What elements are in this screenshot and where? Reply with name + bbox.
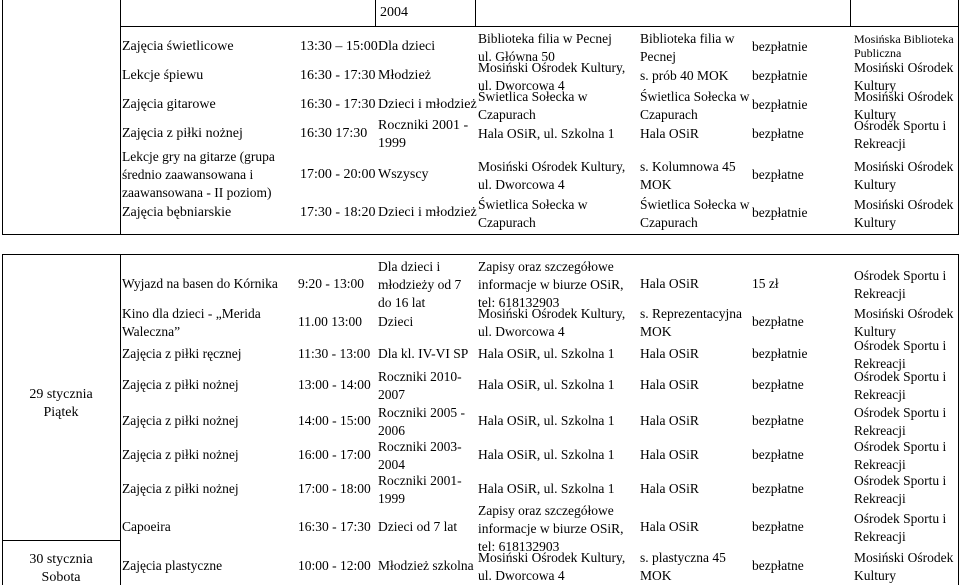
activity-organizer: Ośrodek Sportu i Rekreacji bbox=[854, 511, 947, 544]
activity-name: Zajęcia z piłki nożnej bbox=[122, 413, 239, 428]
activity-room: s. prób 40 MOK bbox=[640, 68, 729, 83]
activity-group: Roczniki 2001- 1999 bbox=[378, 473, 462, 506]
activity-time: 13:30 – 15:00 bbox=[300, 39, 378, 54]
activity-price: bezpłatnie bbox=[752, 68, 808, 83]
activity-group: Dla dzieci bbox=[378, 39, 436, 54]
activity-group: Dzieci i młodzież bbox=[378, 205, 477, 220]
activity-room: Hala OSiR bbox=[640, 377, 699, 392]
day-weekday: Piątek bbox=[43, 405, 79, 420]
activity-price: bezpłatne bbox=[752, 558, 804, 573]
activity-name: Zajęcia z piłki nożnej bbox=[122, 377, 239, 392]
activity-time: 16:30 17:30 bbox=[300, 126, 368, 141]
activity-place: Mosiński Ośrodek Kultury, ul. Dworcowa 4 bbox=[478, 550, 626, 583]
table-border bbox=[2, 234, 958, 235]
activity-name: Zajęcia z piłki nożnej bbox=[122, 447, 239, 462]
activity-organizer: Mosiński Ośrodek Kultury bbox=[854, 197, 954, 230]
activity-place: Mosiński Ośrodek Kultury, ul. Dworcowa 4 bbox=[478, 60, 626, 93]
table-border bbox=[120, 0, 121, 235]
activity-price: bezpłatne bbox=[752, 167, 804, 182]
activity-place: Hala OSiR, ul. Szkolna 1 bbox=[478, 126, 615, 141]
activity-name: Zajęcia z piłki nożnej bbox=[122, 126, 243, 141]
activity-room: Hala OSiR bbox=[640, 481, 699, 496]
day-label bbox=[2, 386, 120, 422]
activity-price: bezpłatne bbox=[752, 413, 804, 428]
activity-organizer: Mosiński Ośrodek Kultury bbox=[854, 159, 954, 192]
activity-room: s. plastyczna 45 MOK bbox=[640, 550, 726, 583]
activity-time: 11:30 - 13:00 bbox=[298, 346, 371, 361]
day-date: 29 stycznia bbox=[29, 387, 93, 402]
activity-room: Hala OSiR bbox=[640, 447, 699, 462]
activity-group: Roczniki 2001 - 1999 bbox=[378, 118, 469, 151]
activity-room: Biblioteka filia w Pecnej bbox=[640, 31, 735, 64]
activity-group: Wszyscy bbox=[378, 167, 429, 182]
activity-place: Hala OSiR, ul. Szkolna 1 bbox=[478, 481, 615, 496]
activity-group: Młodzież szkolna bbox=[378, 558, 474, 573]
activity-name: Kino dla dzieci - „Merida Waleczna” bbox=[122, 306, 261, 339]
activity-time: 17:30 - 18:20 bbox=[300, 205, 376, 220]
activity-name: Zajęcia plastyczne bbox=[122, 558, 223, 573]
activity-group: Dzieci bbox=[378, 314, 414, 329]
activity-time: 11.00 13:00 bbox=[298, 314, 362, 329]
activity-organizer: Ośrodek Sportu i Rekreacji bbox=[854, 405, 947, 438]
activity-place: Zapisy oraz szczegółowe informacje w biurze OSiR, tel: 618132903 bbox=[478, 503, 624, 554]
activity-room: Hala OSiR bbox=[640, 346, 699, 361]
activity-place: Hala OSiR, ul. Szkolna 1 bbox=[478, 413, 615, 428]
activity-room: Świetlica Sołecka w Czapurach bbox=[640, 89, 750, 122]
table-border bbox=[958, 254, 959, 585]
activity-group: Dla kl. IV-VI SP bbox=[378, 346, 469, 361]
activity-organizer: Mosiński Ośrodek Kultury bbox=[854, 550, 954, 583]
activity-place: Hala OSiR, ul. Szkolna 1 bbox=[478, 447, 615, 462]
activity-price: bezpłatne bbox=[752, 481, 804, 496]
table-border bbox=[2, 540, 120, 541]
activity-group: Dla dzieci i młodzieży od 7 do 16 lat bbox=[378, 259, 462, 310]
activity-time: 13:00 - 14:00 bbox=[298, 377, 371, 392]
activity-place: Biblioteka filia w Pecnej ul. Główna 50 bbox=[478, 31, 612, 64]
activity-price: bezpłatne bbox=[752, 126, 804, 141]
activity-room: Hala OSiR bbox=[640, 126, 699, 141]
activity-place: Hala OSiR, ul. Szkolna 1 bbox=[478, 346, 615, 361]
table-border bbox=[958, 0, 959, 235]
activity-name: Capoeira bbox=[122, 519, 171, 534]
activity-room: Hala OSiR bbox=[640, 276, 699, 291]
activity-organizer: Ośrodek Sportu i Rekreacji bbox=[854, 369, 947, 402]
activity-name: Zajęcia bębniarskie bbox=[122, 205, 232, 220]
activity-place: Mosiński Ośrodek Kultury, ul. Dworcowa 4 bbox=[478, 306, 626, 339]
year-label: 2004 bbox=[380, 5, 408, 20]
activity-organizer: Ośrodek Sportu i Rekreacji bbox=[854, 338, 947, 371]
activity-name: Wyjazd na basen do Kórnika bbox=[122, 276, 278, 291]
activity-organizer: Mosiński Ośrodek Kultury bbox=[854, 60, 954, 93]
activity-name: Zajęcia z piłki ręcznej bbox=[122, 346, 242, 361]
activity-place: Świetlica Sołecka w Czapurach bbox=[478, 89, 588, 122]
activity-organizer: Mosińska Biblioteka Publiczna bbox=[854, 32, 954, 60]
activity-organizer: Mosiński Ośrodek Kultury bbox=[854, 306, 954, 339]
activity-group: Roczniki 2003- 2004 bbox=[378, 439, 462, 472]
activity-price: 15 zł bbox=[752, 276, 779, 291]
table-border bbox=[850, 0, 851, 26]
activity-time: 17:00 - 18:00 bbox=[298, 481, 371, 496]
activity-group: Roczniki 2010- 2007 bbox=[378, 369, 462, 402]
table-border bbox=[475, 0, 476, 26]
activity-group: Dzieci od 7 lat bbox=[378, 519, 458, 534]
activity-time: 9:20 - 13:00 bbox=[298, 276, 364, 291]
table-border bbox=[2, 0, 3, 235]
activity-name: Lekcje śpiewu bbox=[122, 68, 204, 83]
activity-name: Zajęcia z piłki nożnej bbox=[122, 481, 239, 496]
activity-place: Zapisy oraz szczegółowe informacje w biurze OSiR, tel: 618132903 bbox=[478, 259, 624, 310]
activity-name: Lekcje gry na gitarze (grupa średnio zaawansowana i zaawansowana - II poziom) bbox=[122, 149, 275, 200]
activity-time: 14:00 - 15:00 bbox=[298, 413, 371, 428]
day-date: 30 stycznia bbox=[29, 552, 93, 567]
table-border bbox=[2, 254, 958, 255]
activity-place: Świetlica Sołecka w Czapurach bbox=[478, 197, 588, 230]
activity-organizer: Ośrodek Sportu i Rekreacji bbox=[854, 439, 947, 472]
activity-time: 16:30 - 17:30 bbox=[300, 68, 376, 83]
activity-price: bezpłatne bbox=[752, 447, 804, 462]
activity-time: 16:30 - 17:30 bbox=[300, 97, 376, 112]
activity-time: 16:30 - 17:30 bbox=[298, 519, 371, 534]
activity-price: bezpłatnie bbox=[752, 346, 808, 361]
activity-price: bezpłatnie bbox=[752, 97, 808, 112]
activity-time: 10:00 - 12:00 bbox=[298, 558, 371, 573]
activity-organizer: Ośrodek Sportu i Rekreacji bbox=[854, 473, 947, 506]
activity-group: Dzieci i młodzież bbox=[378, 97, 477, 112]
activity-price: bezpłatnie bbox=[752, 39, 808, 54]
activity-organizer: Ośrodek Sportu i Rekreacji bbox=[854, 118, 947, 151]
table-border bbox=[120, 26, 958, 27]
activity-name: Zajęcia gitarowe bbox=[122, 97, 216, 112]
day-label bbox=[2, 551, 120, 587]
activity-price: bezpłatnie bbox=[752, 205, 808, 220]
activity-organizer: Ośrodek Sportu i Rekreacji bbox=[854, 268, 947, 301]
activity-group: Młodzież bbox=[378, 68, 431, 83]
activity-room: Hala OSiR bbox=[640, 413, 699, 428]
activity-price: bezpłatne bbox=[752, 519, 804, 534]
activity-room: Hala OSiR bbox=[640, 519, 699, 534]
table-border bbox=[375, 0, 376, 26]
table-border bbox=[120, 254, 121, 585]
activity-room: Świetlica Sołecka w Czapurach bbox=[640, 197, 750, 230]
activity-time: 17:00 - 20:00 bbox=[300, 167, 376, 182]
activity-price: bezpłatne bbox=[752, 377, 804, 392]
activity-room: s. Reprezentacyjna MOK bbox=[640, 306, 742, 339]
activity-room: s. Kolumnowa 45 MOK bbox=[640, 159, 736, 192]
activity-time: 16:00 - 17:00 bbox=[298, 447, 371, 462]
activity-name: Zajęcia świetlicowe bbox=[122, 39, 234, 54]
activity-group: Roczniki 2005 - 2006 bbox=[378, 405, 465, 438]
activity-place: Hala OSiR, ul. Szkolna 1 bbox=[478, 377, 615, 392]
activity-place: Mosiński Ośrodek Kultury, ul. Dworcowa 4 bbox=[478, 159, 626, 192]
activity-price: bezpłatne bbox=[752, 314, 804, 329]
day-weekday: Sobota bbox=[41, 570, 81, 585]
activity-organizer: Mosiński Ośrodek Kultury bbox=[854, 89, 954, 122]
